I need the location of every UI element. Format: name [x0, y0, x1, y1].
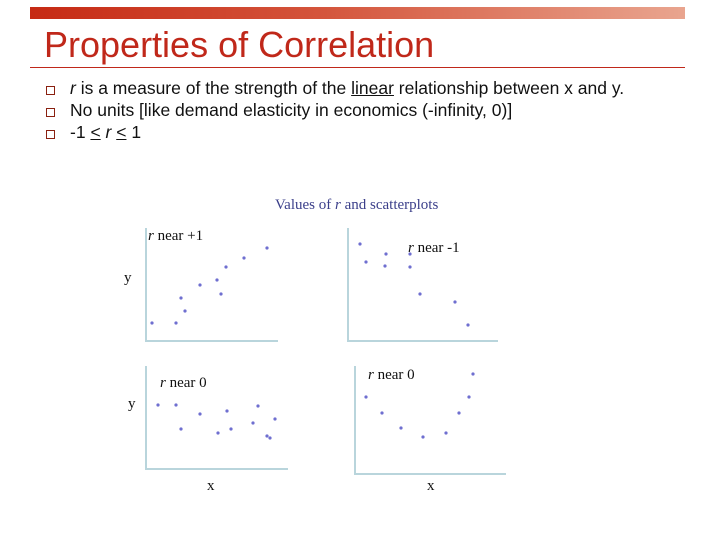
- scatter-point: [384, 252, 387, 255]
- scatter-point: [198, 412, 201, 415]
- scatter-point: [471, 372, 474, 375]
- scatter-point: [179, 296, 182, 299]
- less-equal-sign: <: [90, 122, 101, 142]
- scatter-point: [256, 404, 259, 407]
- y-axis-label: y: [128, 396, 136, 412]
- y-axis-label: y: [124, 270, 132, 286]
- bullet-text: 1: [126, 122, 142, 142]
- scatter-point: [466, 323, 469, 326]
- underlined-word: linear: [351, 78, 394, 98]
- scatter-point: [444, 431, 447, 434]
- scatter-point: [224, 265, 227, 268]
- scatter-point: [418, 292, 421, 295]
- scatter-point: [216, 431, 219, 434]
- scatter-point: [179, 427, 182, 430]
- scatter-point: [364, 395, 367, 398]
- variable-r: r: [70, 78, 76, 98]
- scatter-point: [183, 309, 186, 312]
- scatter-point: [229, 427, 232, 430]
- scatter-point: [268, 436, 271, 439]
- scatter-point: [156, 403, 159, 406]
- bullet-text: No units [like demand elasticity in economics (-infinity, 0)]: [70, 100, 513, 120]
- scatter-point: [399, 426, 402, 429]
- scatter-point: [174, 321, 177, 324]
- scatter-point: [457, 411, 460, 414]
- scatter-point: [242, 256, 245, 259]
- variable-r: r: [100, 122, 117, 142]
- scatter-point: [219, 292, 222, 295]
- panel-label: r near 0: [160, 375, 207, 391]
- scatter-point: [273, 417, 276, 420]
- panel-label: r near 0: [368, 367, 415, 383]
- slide-title: Properties of Correlation: [44, 24, 435, 65]
- figure-title-text-suffix: and scatterplots: [340, 197, 439, 213]
- panel-label: r near +1: [148, 228, 204, 244]
- bullet-text-suffix: relationship between x and y.: [393, 78, 625, 98]
- figure-title-text: Values of: [275, 197, 335, 213]
- x-axis-label: x: [207, 478, 215, 494]
- bullet-text: is a measure of the strength of the: [75, 78, 352, 98]
- scatter-point: [150, 321, 153, 324]
- scatter-point: [174, 403, 177, 406]
- scatter-point: [453, 300, 456, 303]
- scatter-point: [408, 265, 411, 268]
- scatter-point: [380, 411, 383, 414]
- scatter-point: [265, 246, 268, 249]
- scatter-point: [467, 395, 470, 398]
- scatter-point: [225, 409, 228, 412]
- figure-title-variable: r: [335, 197, 341, 213]
- scatter-point: [215, 278, 218, 281]
- bullet-text: -1: [70, 122, 91, 142]
- scatter-point: [364, 260, 367, 263]
- scatter-point: [198, 283, 201, 286]
- panel-label: r near -1: [408, 240, 460, 256]
- panel-axes: [146, 228, 278, 341]
- x-axis-label: x: [427, 478, 435, 494]
- less-equal-sign: <: [116, 122, 127, 142]
- scatter-point: [358, 242, 361, 245]
- scatter-point: [421, 435, 424, 438]
- scatter-point: [265, 434, 268, 437]
- scatter-point: [383, 264, 386, 267]
- scatter-point: [251, 421, 254, 424]
